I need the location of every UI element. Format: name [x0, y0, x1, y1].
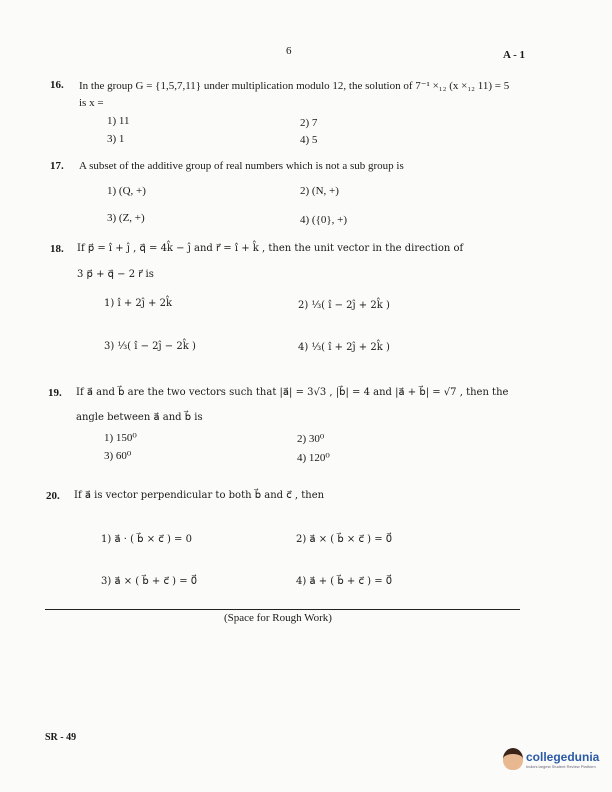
option[interactable]: 3) (Z, +) — [107, 212, 145, 224]
option[interactable]: 4) 5 — [300, 134, 318, 146]
option[interactable]: 2) a⃗ × ( b⃗ × c⃗ ) = 0⃗ — [296, 534, 393, 545]
question-text: If a⃗ is vector perpendicular to both b⃗ and c⃗ , then — [74, 490, 325, 501]
mascot-icon — [503, 748, 523, 770]
question-number: 19. — [48, 387, 62, 399]
question-text: angle between a⃗ and b⃗ is — [76, 412, 203, 423]
option[interactable]: 3) a⃗ × ( b⃗ + c⃗ ) = 0⃗ — [101, 576, 198, 587]
option[interactable]: 2) 7 — [300, 117, 318, 129]
logo-tagline: India's largest Student Review Platform — [526, 763, 596, 769]
option[interactable]: 3) ⅓( î − 2ĵ − 2k̂ ) — [104, 341, 196, 352]
question-text: If a⃗ and b⃗ are the two vectors such that |a⃗| = 3√3 , |b⃗| = 4 and |a⃗ + b⃗| = √7 , then the — [76, 387, 509, 398]
option[interactable]: 3) 1 — [107, 133, 125, 145]
divider — [45, 609, 520, 610]
series-code: SR - 49 — [45, 732, 77, 743]
option[interactable]: 1) (Q, +) — [107, 185, 146, 197]
page-number: 6 — [286, 45, 292, 57]
option[interactable]: 1) î + 2ĵ + 2k̂ — [104, 298, 172, 309]
paper-code: A - 1 — [503, 49, 525, 61]
option[interactable]: 4) ({0}, +) — [300, 214, 348, 226]
option[interactable]: 1) 11 — [107, 115, 130, 127]
question-number: 16. — [50, 79, 64, 91]
question-text: 3 p⃗ + q⃗ − 2 r⃗ is — [77, 269, 154, 280]
option[interactable]: 4) a⃗ + ( b⃗ + c⃗ ) = 0⃗ — [296, 576, 393, 587]
question-number: 20. — [46, 490, 60, 502]
rough-work-label: (Space for Rough Work) — [224, 612, 332, 624]
question-text: A subset of the additive group of real numbers which is not a sub group is — [79, 160, 404, 172]
question-text: If p⃗ = î + ĵ , q⃗ = 4k̂ − ĵ and r⃗ = î + k̂ , then the unit vector in the direction of — [77, 243, 464, 254]
question-number: 17. — [50, 160, 64, 172]
question-number: 18. — [50, 243, 64, 255]
question-text: is x = — [79, 97, 104, 109]
option[interactable]: 4) ⅓( î + 2ĵ + 2k̂ ) — [298, 342, 390, 353]
logo-text: collegedunia — [526, 749, 600, 764]
option[interactable]: 3) 60⁰ — [104, 450, 132, 462]
option[interactable]: 1) 150⁰ — [104, 432, 137, 444]
option[interactable]: 2) ⅓( î − 2ĵ + 2k̂ ) — [298, 300, 390, 311]
option[interactable]: 2) (N, +) — [300, 185, 339, 197]
option[interactable]: 2) 30⁰ — [297, 433, 325, 445]
collegedunia-logo — [503, 748, 599, 770]
option[interactable]: 1) a⃗ · ( b⃗ × c⃗ ) = 0 — [101, 534, 192, 545]
option[interactable]: 4) 120⁰ — [297, 452, 330, 464]
question-text: In the group G = {1,5,7,11} under multiplication modulo 12, the solution of 7⁻¹ ×₁₂ (x ×₁₂ 11) = 5 — [79, 80, 510, 92]
